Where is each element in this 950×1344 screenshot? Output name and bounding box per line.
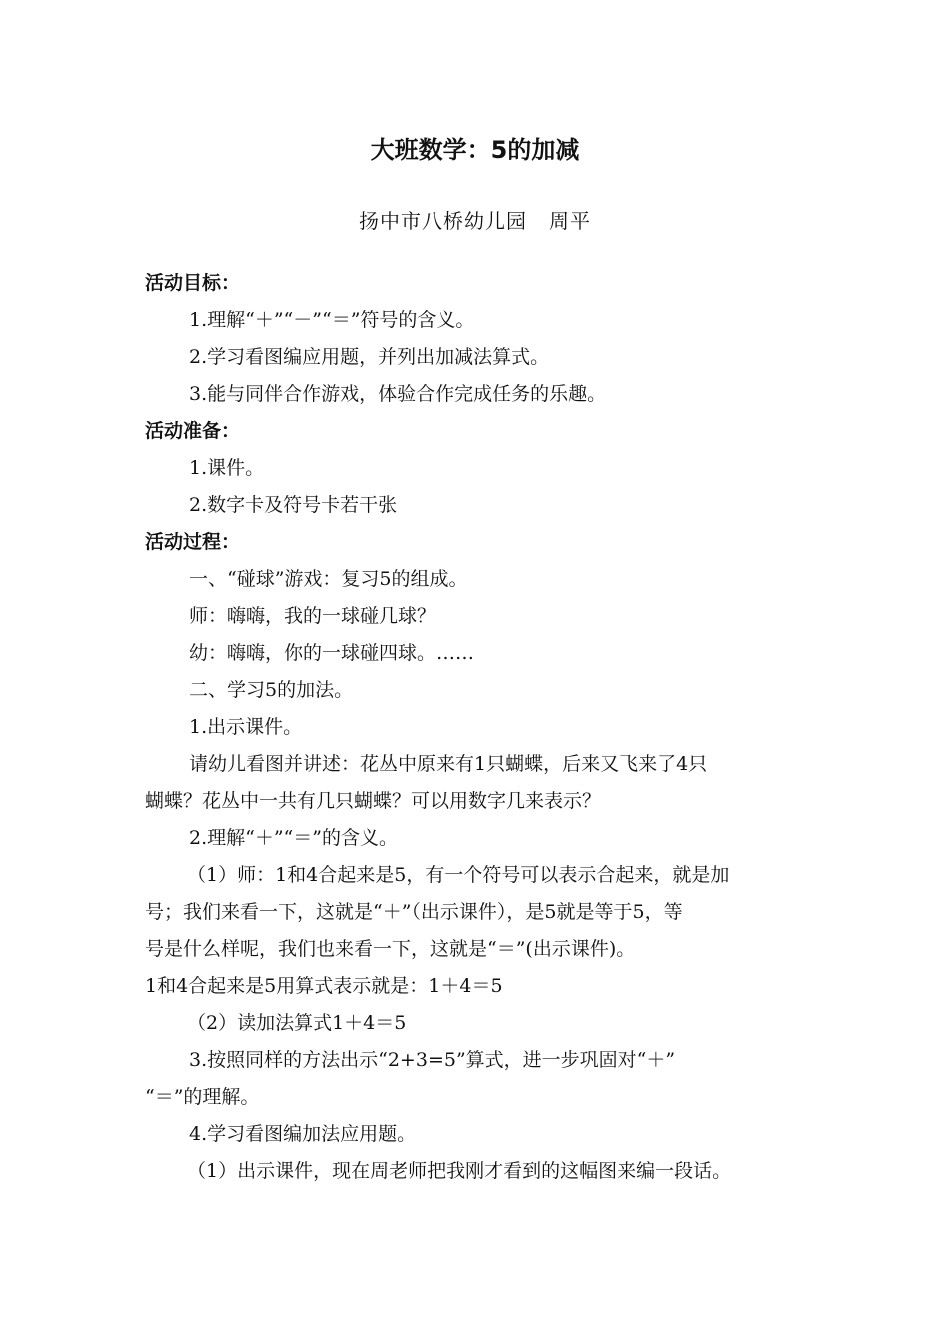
process-line: 二、学习5的加法。 (189, 679, 354, 701)
process-line: 号；我们来看一下，这就是“＋”（出示课件），是5就是等于5，等 (145, 901, 683, 923)
process-line: 1.出示课件。 (189, 716, 303, 738)
goal-item: 2.学习看图编应用题，并列出加减法算式。 (189, 346, 550, 368)
document-title: 大班数学：5的加减 (370, 136, 580, 164)
goal-item: 1.理解“＋”“－”“＝”符号的含义。 (189, 309, 475, 331)
section-heading-prep: 活动准备： (145, 420, 241, 442)
document-body (145, 265, 815, 1190)
process-line: 3.按照同样的方法出示“2+3=5”算式，进一步巩固对“＋” (189, 1049, 676, 1071)
author-line: 扬中市八桥幼儿园 周平 (358, 209, 592, 233)
section-heading-process: 活动过程： (145, 531, 241, 553)
process-line: （1）出示课件，现在周老师把我刚才看到的这幅图来编一段话。 (187, 1160, 732, 1182)
process-line: “＝”的理解。 (145, 1086, 260, 1108)
prep-item: 2.数字卡及符号卡若干张 (189, 494, 398, 516)
prep-item: 1.课件。 (189, 457, 265, 479)
process-line: 2.理解“＋”“＝”的含义。 (189, 827, 398, 849)
goal-item: 3.能与同伴合作游戏，体验合作完成任务的乐趣。 (189, 383, 607, 405)
process-line: （2）读加法算式1＋4＝5 (187, 1012, 407, 1034)
section-heading-goals: 活动目标： (145, 272, 241, 294)
process-line: 师：嗨嗨，我的一球碰几球？ (189, 605, 437, 627)
process-line: 蝴蝶？花丛中一共有几只蝴蝶？可以用数字几来表示？ (145, 790, 602, 812)
process-line: 4.学习看图编加法应用题。 (189, 1123, 417, 1145)
process-line: 请幼儿看图并讲述：花丛中原来有1只蝴蝶，后来又飞来了4只 (189, 753, 708, 775)
process-line: 1和4合起来是5用算式表示就是：1＋4＝5 (145, 975, 503, 997)
process-line: （1）师：1和4合起来是5，有一个符号可以表示合起来，就是加 (187, 864, 730, 886)
process-line: 幼：嗨嗨，你的一球碰四球。…… (189, 642, 475, 664)
process-line: 号是什么样呢，我们也来看一下，这就是“＝”(出示课件)。 (145, 938, 636, 960)
process-line: 一、“碰球”游戏：复习5的组成。 (189, 568, 468, 590)
